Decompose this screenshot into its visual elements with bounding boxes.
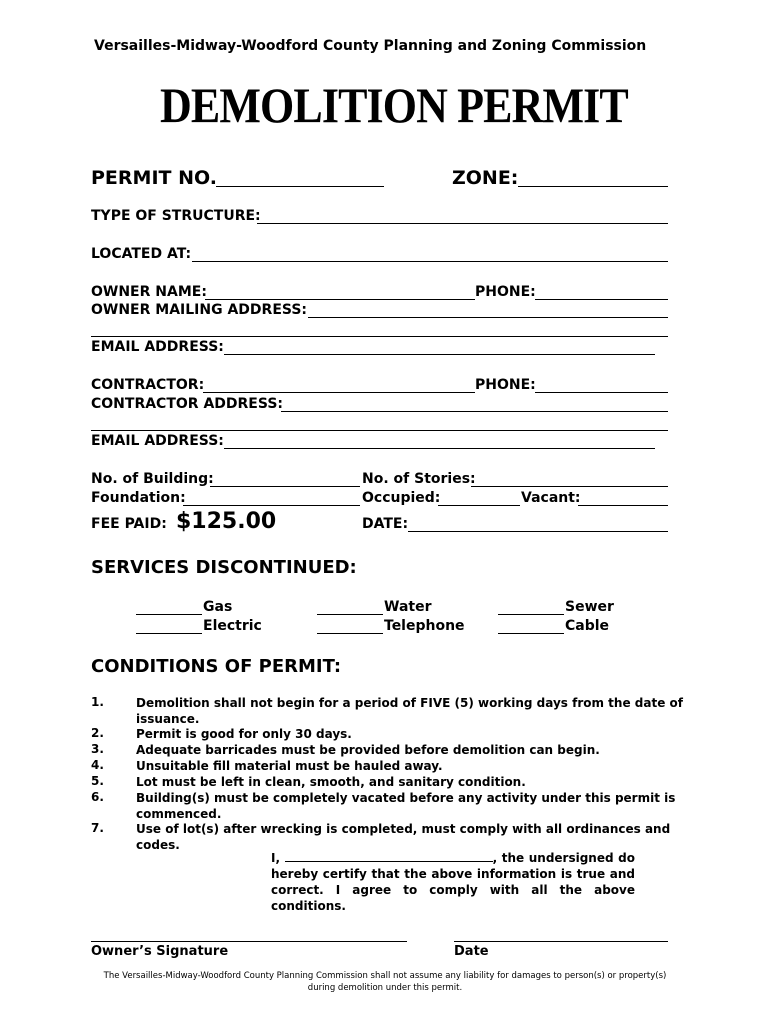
fee-paid-value: $125.00 [176, 509, 277, 534]
service-cable-label: Cable [565, 618, 610, 634]
zone-field[interactable] [518, 186, 668, 187]
services-heading: SERVICES DISCONTINUED: [91, 557, 357, 578]
condition-number: 3. [91, 742, 104, 756]
located-at-field[interactable] [192, 261, 668, 262]
contractor-field[interactable] [203, 392, 475, 393]
owner-phone-field[interactable] [535, 299, 668, 300]
liability-footer: The Versailles-Midway-Woodford County Planning Commission shall not assume any liability for damages to person(s) or property(s) during demolition under this permit. [103, 971, 667, 993]
permit-no-field[interactable] [216, 186, 384, 187]
owner-email-label: EMAIL ADDRESS: [91, 339, 224, 355]
condition-text: Lot must be left in clean, smooth, and sanitary condition. [136, 775, 526, 789]
service-water-blank[interactable] [317, 614, 383, 615]
owner-mailing-address-label: OWNER MAILING ADDRESS: [91, 302, 308, 318]
owner-name-label: OWNER NAME: [91, 284, 207, 300]
certification-prefix: I, [271, 851, 281, 865]
condition-number: 6. [91, 790, 104, 804]
owner-mailing-address-field[interactable] [308, 317, 668, 318]
permit-no-label: PERMIT NO. [91, 167, 217, 189]
no-of-stories-label: No. of Stories: [362, 471, 476, 487]
service-telephone-label: Telephone [384, 618, 465, 634]
condition-text: Permit is good for only 30 days. [136, 727, 352, 741]
foundation-label: Foundation: [91, 490, 186, 506]
condition-text: Demolition shall not begin for a period of FIVE (5) working days from the date of issuance. [136, 696, 683, 726]
contractor-email-label: EMAIL ADDRESS: [91, 433, 224, 449]
page-title: DEMOLITION PERMIT [160, 77, 628, 133]
occupied-label: Occupied: [362, 490, 441, 506]
condition-number: 4. [91, 758, 104, 772]
conditions-heading: CONDITIONS OF PERMIT: [91, 656, 342, 677]
contractor-phone-field[interactable] [535, 392, 668, 393]
contractor-address-field[interactable] [281, 411, 668, 412]
contractor-address-field-2[interactable] [91, 430, 668, 431]
agency-name: Versailles-Midway-Woodford County Planning and Zoning Commission [94, 38, 647, 54]
owner-mailing-address-field-2[interactable] [91, 336, 668, 337]
service-sewer-blank[interactable] [498, 614, 564, 615]
owner-phone-label: PHONE: [475, 284, 536, 300]
condition-number: 1. [91, 695, 104, 709]
certification-body: , the undersigned do hereby certify that the above information is true and correct. I agree to comply with all the above conditions. [271, 851, 635, 913]
contractor-phone-label: PHONE: [475, 377, 536, 393]
service-electric-blank[interactable] [136, 633, 202, 634]
owner-signature-label: Owner’s Signature [91, 944, 229, 959]
type-of-structure-field[interactable] [257, 223, 668, 224]
fee-paid-label: FEE PAID: [91, 516, 167, 532]
service-sewer-label: Sewer [565, 599, 614, 615]
condition-number: 2. [91, 726, 104, 740]
service-water-label: Water [384, 599, 432, 615]
owner-signature-line[interactable] [91, 941, 407, 942]
condition-number: 7. [91, 821, 104, 835]
condition-number: 5. [91, 774, 104, 788]
no-of-building-label: No. of Building: [91, 471, 214, 487]
vacant-field[interactable] [578, 505, 668, 506]
vacant-label: Vacant: [521, 490, 581, 506]
contractor-email-field[interactable] [224, 448, 655, 449]
service-telephone-blank[interactable] [317, 633, 383, 634]
signature-date-label: Date [454, 944, 489, 959]
certification-text [271, 850, 635, 914]
located-at-label: LOCATED AT: [91, 246, 192, 262]
date-label: DATE: [362, 516, 409, 532]
service-electric-label: Electric [203, 618, 262, 634]
condition-text: Building(s) must be completely vacated before any activity under this permit is commenced. [136, 791, 676, 821]
contractor-address-label: CONTRACTOR ADDRESS: [91, 396, 283, 412]
contractor-label: CONTRACTOR: [91, 377, 205, 393]
occupied-field[interactable] [438, 505, 520, 506]
type-of-structure-label: TYPE OF STRUCTURE: [91, 208, 261, 224]
condition-text: Adequate barricades must be provided before demolition can begin. [136, 743, 600, 757]
owner-name-field[interactable] [205, 299, 475, 300]
service-cable-blank[interactable] [498, 633, 564, 634]
date-field[interactable] [408, 531, 668, 532]
signature-date-line[interactable] [454, 941, 668, 942]
no-of-stories-field[interactable] [471, 486, 668, 487]
condition-text: Unsuitable fill material must be hauled away. [136, 759, 443, 773]
service-gas-blank[interactable] [136, 614, 202, 615]
foundation-field[interactable] [183, 505, 360, 506]
service-gas-label: Gas [203, 599, 233, 615]
certification-name-field[interactable] [285, 850, 493, 862]
no-of-building-field[interactable] [210, 486, 360, 487]
owner-email-field[interactable] [224, 354, 655, 355]
condition-text: Use of lot(s) after wrecking is completed, must comply with all ordinances and codes. [136, 822, 671, 852]
zone-label: ZONE: [452, 167, 519, 189]
